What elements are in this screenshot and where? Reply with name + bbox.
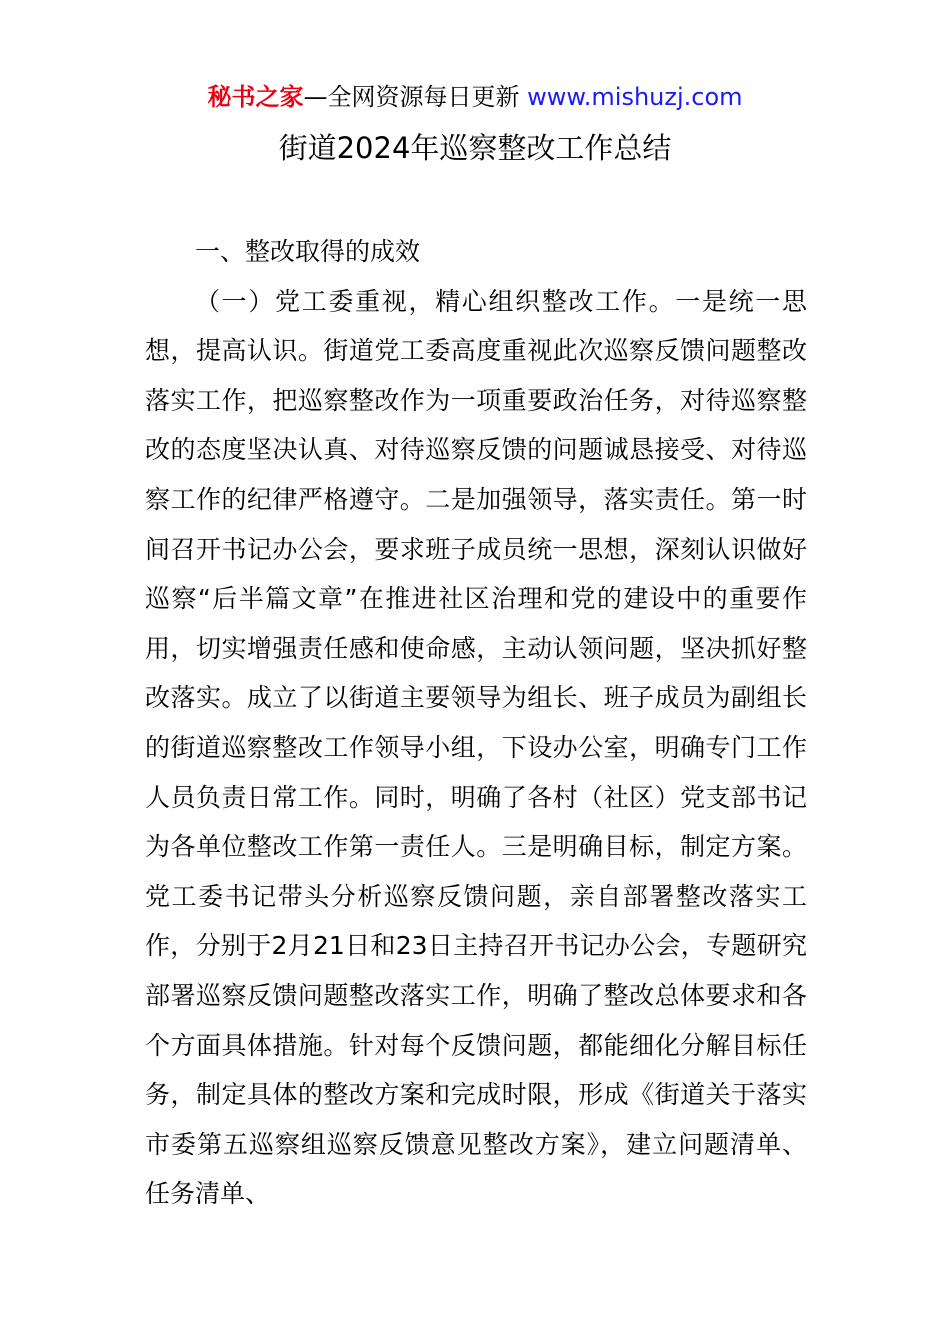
site-tagline: —全网资源每日更新 bbox=[303, 83, 528, 111]
site-url-link[interactable]: www.mishuzj.com bbox=[527, 83, 743, 111]
section-heading: 一、整改取得的成效 bbox=[195, 237, 421, 266]
brand-name: 秘书之家 bbox=[207, 83, 304, 111]
document-body bbox=[145, 227, 807, 1219]
site-header bbox=[0, 80, 950, 114]
body-paragraph: （一）党工委重视，精心组织整改工作。一是统一思想，提高认识。街道党工委高度重视此次巡察反馈问题整改落实工作，把巡察整改作为一项重要政治任务，对待巡察整改的态度坚决认真、对待巡察反馈的问题诚恳接受、对待巡察工作的纪律严格遵守。二是加强领导，落实责任。第一时间召开书记办公会，要求班子成员统一思想，深刻认识做好巡察“后半篇文章”在推进社区治理和党的建设中的重要作用，切实增强责任感和使命感，主动认领问题，坚决抓好整改落实。成立了以街道主要领导为组长、班子成员为副组长的街道巡察整改工作领导小组，下设办公室，明确专门工作人员负责日常工作。同时，明确了各村（社区）党支部书记为各单位整改工作第一责任人。三是明确目标，制定方案。党工委书记带头分析巡察反馈问题，亲自部署整改落实工作，分别于2月21日和23日主持召开书记办公会，专题研究部署巡察反馈问题整改落实工作，明确了整改总体要求和各个方面具体措施。针对每个反馈问题，都能细化分解目标任务，制定具体的整改方案和完成时限，形成《街道关于落实市委第五巡察组巡察反馈意见整改方案》，建立问题清单、任务清单、 bbox=[145, 286, 807, 1209]
document-title: 街道2024年巡察整改工作总结 bbox=[278, 131, 672, 165]
